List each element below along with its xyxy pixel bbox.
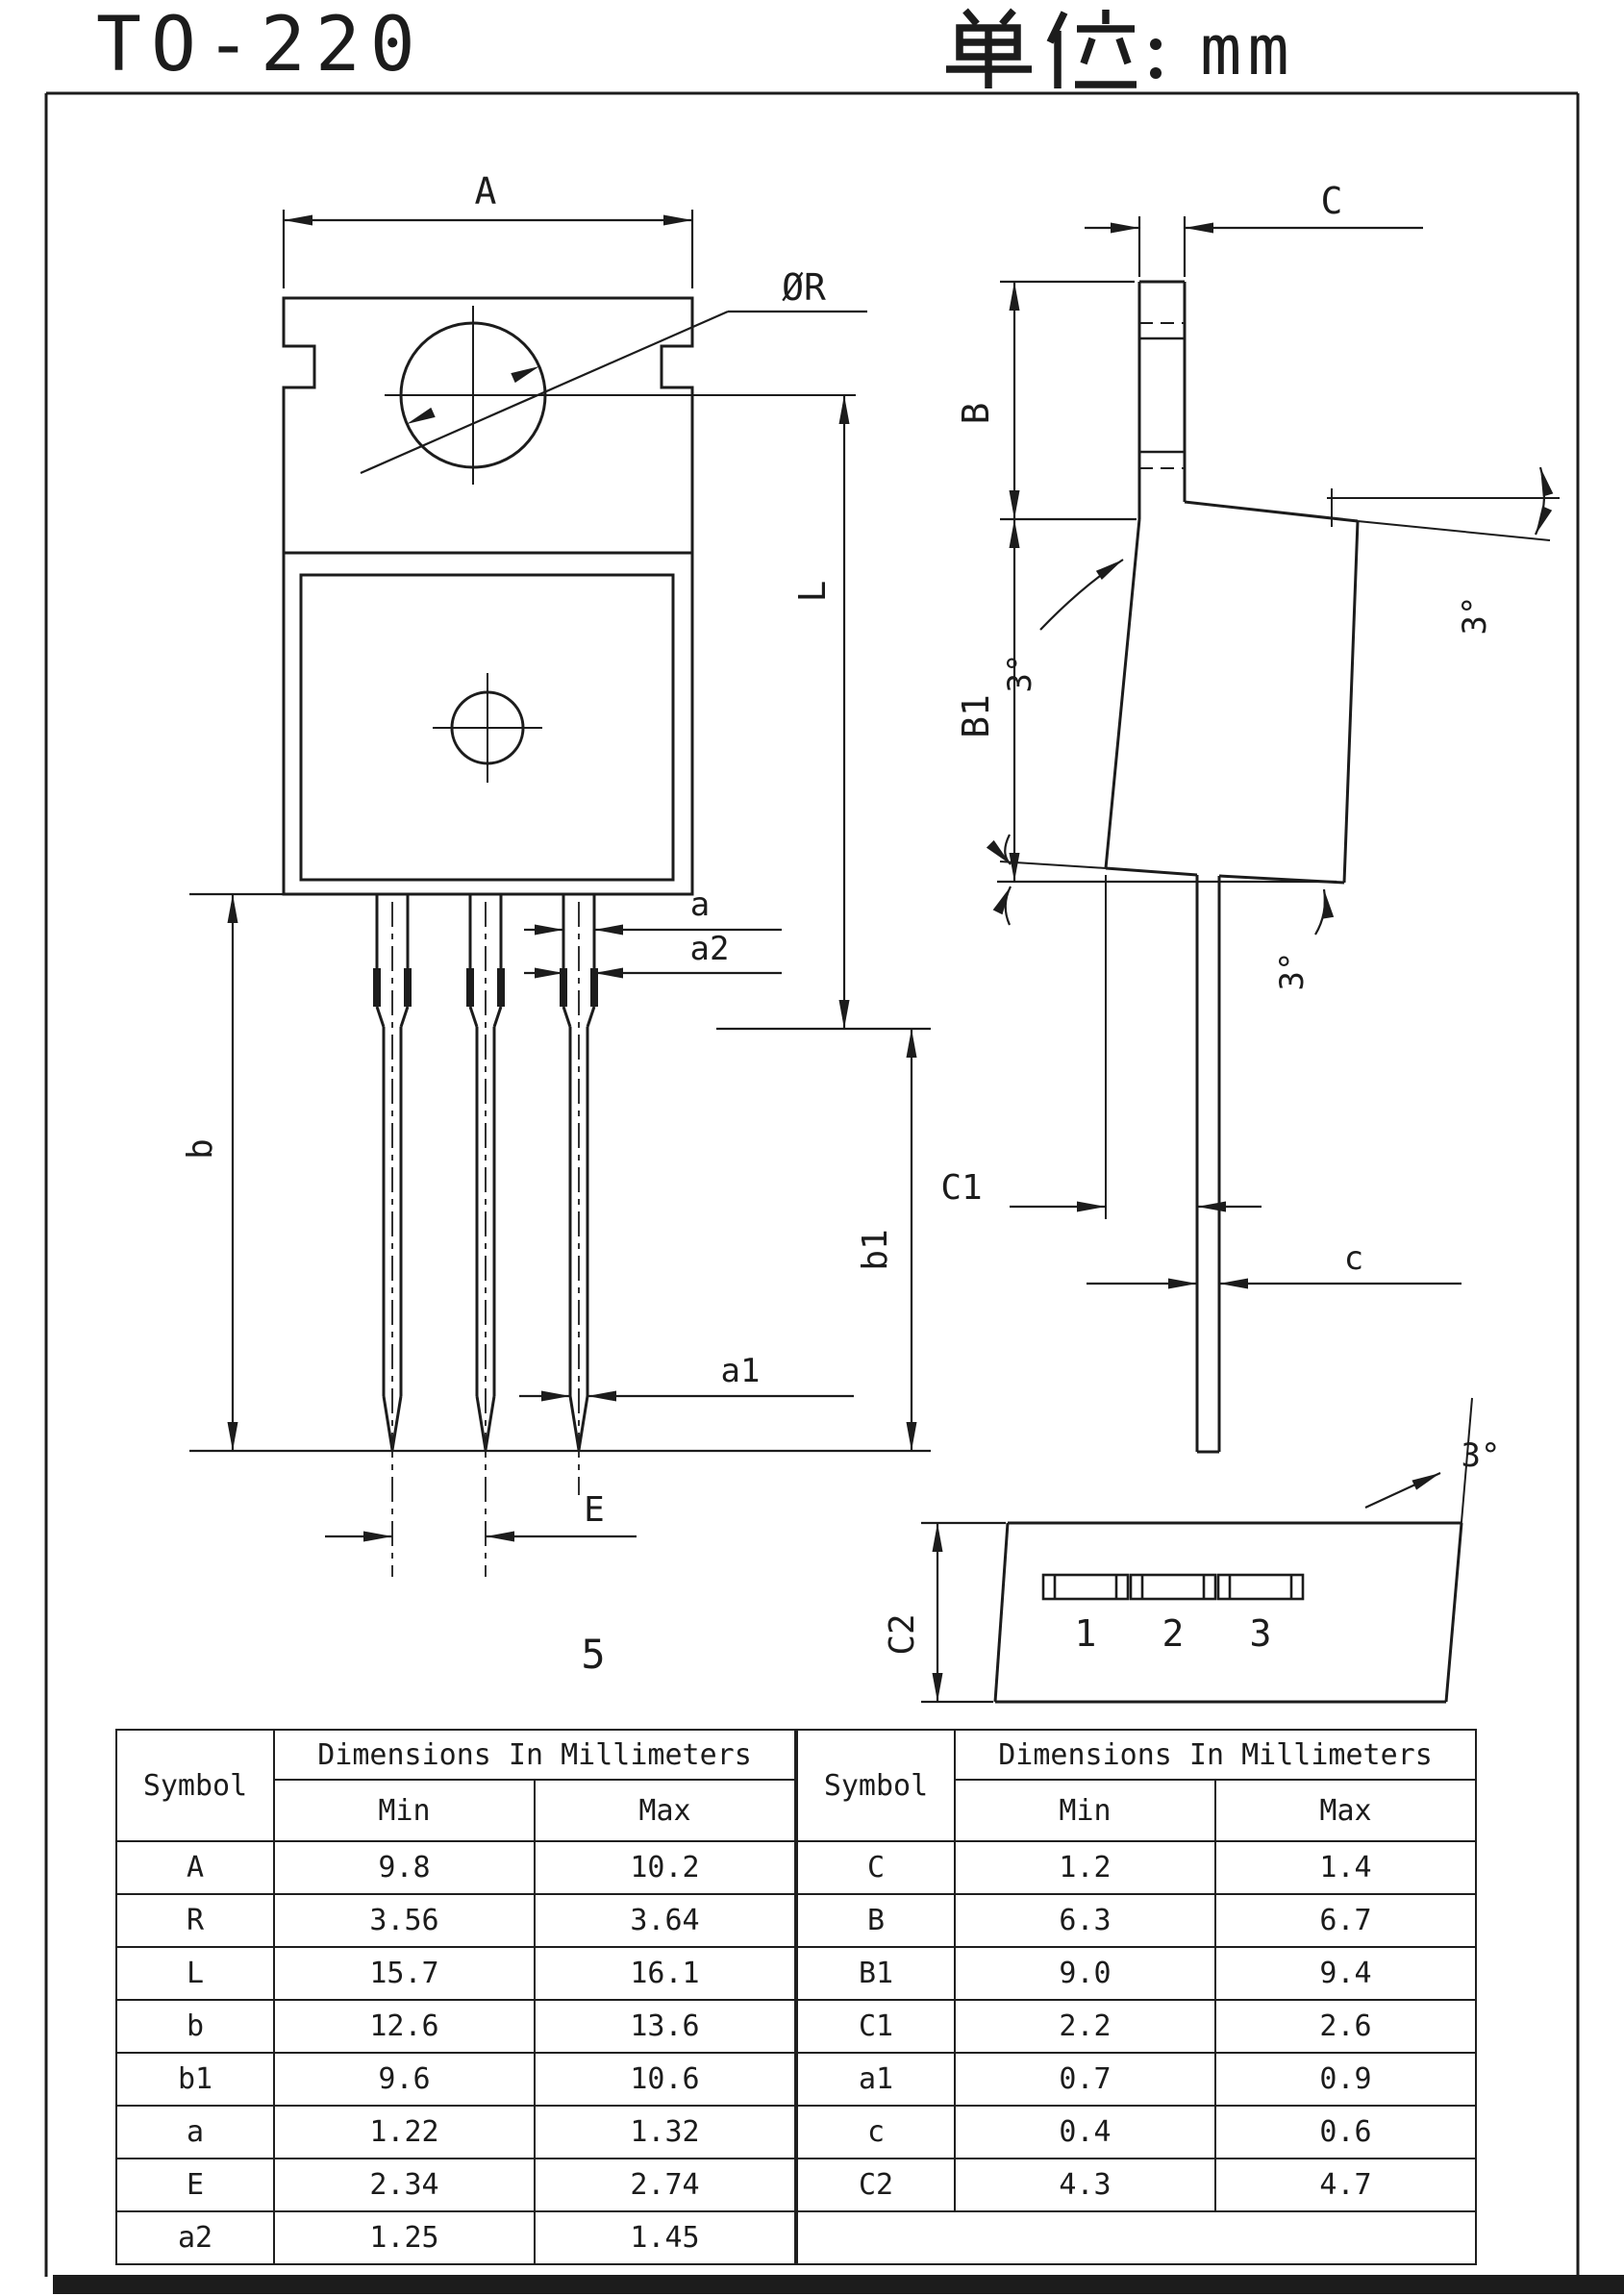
table-row [116, 2106, 795, 2159]
cell-symbol: E [116, 2159, 274, 2211]
package-title: TO-220 [96, 2, 425, 88]
dim-C-label: C [1320, 180, 1343, 222]
left-col-header-dimensions: Dimensions In Millimeters [274, 1730, 795, 1780]
lead-2 [470, 894, 501, 1577]
body-bottom-outline [995, 1523, 1462, 1702]
mounting-hole [385, 306, 856, 485]
cell-min: 1.22 [274, 2106, 535, 2159]
sheet-note: 5 [581, 1631, 606, 1678]
angle-side-draft [1365, 1398, 1500, 1702]
dim-B-label: B [955, 402, 997, 425]
cell-min: 9.0 [955, 1947, 1215, 2000]
angle-bottom-draft-left [1000, 835, 1106, 925]
right-col-header-dimensions: Dimensions In Millimeters [955, 1730, 1476, 1780]
cell-max: 2.74 [535, 2159, 795, 2211]
dim-b1 [856, 1029, 912, 1451]
unit-value: mm [1200, 10, 1295, 90]
angle-bottom-draft-right [1273, 889, 1325, 990]
cell-max: 4.7 [1215, 2159, 1476, 2211]
pin-2-label: 2 [1162, 1612, 1185, 1655]
cell-min: 9.6 [274, 2053, 535, 2106]
cell-max: 10.6 [535, 2053, 795, 2106]
cell-max: 2.6 [1215, 2000, 1476, 2053]
dim-E [325, 1490, 637, 1536]
cell-max: 3.64 [535, 1894, 795, 1947]
dim-C2-label: C2 [883, 1613, 922, 1656]
cell-symbol: B1 [797, 1947, 955, 2000]
table-row [116, 2000, 795, 2053]
cell-min: 12.6 [274, 2000, 535, 2053]
cell-symbol: C [797, 1841, 955, 1894]
angle-front-draft [1001, 560, 1123, 692]
cell-min: 2.34 [274, 2159, 535, 2211]
cell-min: 9.8 [274, 1841, 535, 1894]
pin-1-label: 1 [1074, 1612, 1097, 1655]
right-col-header-symbol: Symbol [797, 1730, 955, 1841]
cell-symbol: a [116, 2106, 274, 2159]
tab-side [1139, 282, 1185, 519]
cell-min: 0.4 [955, 2106, 1215, 2159]
dim-c-label: c [1343, 1239, 1364, 1278]
right-col-header-max: Max [1215, 1780, 1476, 1841]
cell-max: 16.1 [535, 1947, 795, 2000]
dim-R-label: ØR [782, 266, 826, 309]
table-row [797, 2106, 1476, 2159]
table-row [116, 1947, 795, 2000]
cell-min: 3.56 [274, 1894, 535, 1947]
dimension-tables [115, 1729, 1477, 2265]
left-col-header-min: Min [274, 1780, 535, 1841]
dimension-table-left [115, 1729, 796, 2265]
cell-symbol: a2 [116, 2211, 274, 2264]
dim-L-label: L [791, 580, 834, 603]
bottom-border-bar [53, 2275, 1624, 2294]
right-col-header-min: Min [955, 1780, 1215, 1841]
angle-top-draft [1327, 467, 1560, 635]
cell-max: 10.2 [535, 1841, 795, 1894]
tab-outline [284, 298, 692, 553]
dim-b1-label: b1 [856, 1229, 895, 1271]
table-row [797, 2053, 1476, 2106]
table-row [797, 2159, 1476, 2211]
dim-C [1085, 180, 1423, 277]
dim-L [716, 395, 931, 1029]
cell-symbol: a1 [797, 2053, 955, 2106]
table-row [797, 2000, 1476, 2053]
cell-min: 2.2 [955, 2000, 1215, 2053]
left-col-header-max: Max [535, 1780, 795, 1841]
dim-b [181, 894, 931, 1451]
dim-C2 [883, 1523, 1006, 1702]
cell-min: 4.3 [955, 2159, 1215, 2211]
dim-c [1087, 1239, 1462, 1284]
angle-side-draft-label: 3° [1461, 1436, 1501, 1475]
table-row [116, 2053, 795, 2106]
bottom-view [883, 1398, 1500, 1702]
dim-A-label: A [474, 170, 497, 212]
dim-B [955, 282, 1137, 519]
cell-max: 0.6 [1215, 2106, 1476, 2159]
cell-max: 1.32 [535, 2106, 795, 2159]
cell-empty [797, 2211, 1476, 2264]
cell-min: 1.2 [955, 1841, 1215, 1894]
cell-max: 13.6 [535, 2000, 795, 2053]
cell-min: 0.7 [955, 2053, 1215, 2106]
table-row [116, 2159, 795, 2211]
dim-a-label: a [689, 886, 711, 924]
cell-max: 1.4 [1215, 1841, 1476, 1894]
dim-C1-label: C1 [940, 1168, 983, 1208]
cell-symbol: A [116, 1841, 274, 1894]
lead-cross-sections [1043, 1575, 1303, 1599]
dim-a2-label: a2 [689, 930, 730, 968]
left-col-header-symbol: Symbol [116, 1730, 274, 1841]
front-view [181, 170, 931, 1678]
lead-3 [563, 894, 594, 1495]
cell-max: 6.7 [1215, 1894, 1476, 1947]
dimension-table-right [796, 1729, 1477, 2265]
cell-max: 0.9 [1215, 2053, 1476, 2106]
cell-max: 9.4 [1215, 1947, 1476, 2000]
dim-A [284, 170, 692, 288]
table-row [116, 1894, 795, 1947]
cell-symbol: b1 [116, 2053, 274, 2106]
cell-symbol: R [116, 1894, 274, 1947]
cell-symbol: b [116, 2000, 274, 2053]
lead-1 [377, 894, 408, 1577]
cell-symbol: L [116, 1947, 274, 2000]
table-row [797, 1841, 1476, 1894]
angle-bottom-draft-label: 3° [1273, 951, 1312, 991]
body-front [284, 553, 692, 894]
cell-symbol: B [797, 1894, 955, 1947]
table-row [116, 1841, 795, 1894]
cell-symbol: C2 [797, 2159, 955, 2211]
pin-3-label: 3 [1249, 1612, 1272, 1655]
dim-E-label: E [584, 1490, 605, 1530]
table-row [797, 1894, 1476, 1947]
dim-a1-label: a1 [720, 1352, 761, 1390]
side-view [940, 180, 1560, 1452]
cell-min: 6.3 [955, 1894, 1215, 1947]
cell-symbol: c [797, 2106, 955, 2159]
cell-min: 1.25 [274, 2211, 535, 2264]
cell-symbol: C1 [797, 2000, 955, 2053]
cell-max: 1.45 [535, 2211, 795, 2264]
angle-front-draft-label: 3° [1001, 653, 1039, 693]
table-row [116, 2211, 795, 2264]
dim-B1-label: B1 [955, 694, 997, 738]
cell-min: 15.7 [274, 1947, 535, 2000]
table-row [797, 1947, 1476, 2000]
angle-top-draft-label: 3° [1456, 595, 1494, 636]
dim-C1 [940, 875, 1262, 1219]
lead-side [1197, 875, 1219, 1452]
body-side [1106, 488, 1358, 883]
dim-B1 [955, 519, 1337, 882]
table-row-empty [797, 2211, 1476, 2264]
dim-b-label: b [181, 1138, 220, 1160]
